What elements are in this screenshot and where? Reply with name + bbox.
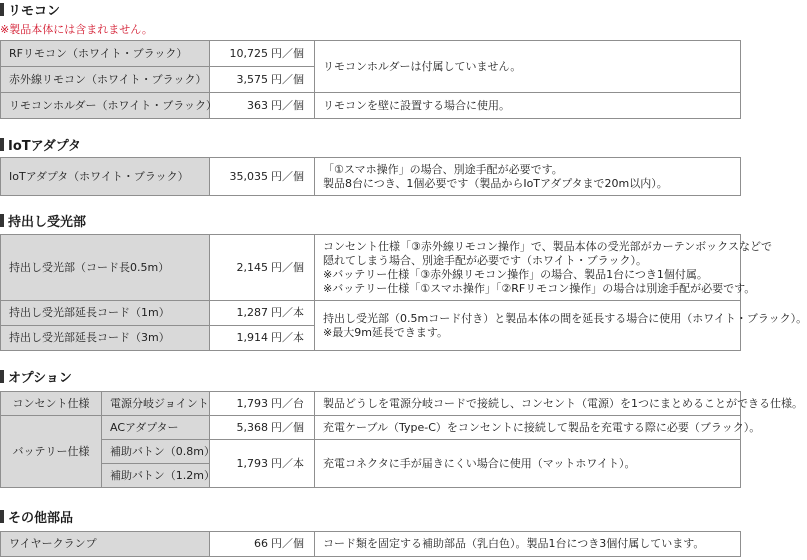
table-row [1,392,741,416]
product-description: 「①スマホ操作」の場合、別途手配が必要です。 製品8台につき、1個必要です（製品からIoTアダプタまで20m以内）。 [315,158,741,196]
product-name: 電源分岐ジョイント [102,392,210,416]
product-description: 充電ケーブル（Type-C）をコンセントに接続して製品を充電する際に必要（ブラック）。 [315,416,741,440]
table-row [1,235,741,301]
table-row [1,41,741,67]
section-marker [0,510,4,523]
table-row [1,301,741,326]
receiver-table [0,234,807,351]
section-title-option [0,368,72,384]
product-name: ACアダプター [102,416,210,440]
product-description: 充電コネクタに手が届きにくい場合に使用（マットホワイト）。 [315,440,741,488]
product-price: 5,368 円／個 [210,416,315,440]
option-category: バッテリー仕様 [1,416,102,488]
product-price: 363 円／個 [210,93,315,119]
section-marker [0,138,4,151]
product-price: 10,725 円／個 [210,41,315,67]
product-price: 66 円／個 [210,532,315,557]
product-price: 1,793 円／台 [210,392,315,416]
product-price: 35,035 円／個 [210,158,315,196]
section-title-text: その他部品 [8,510,74,526]
remote-table [0,40,741,119]
product-price: 2,145 円／個 [210,235,315,301]
product-name: 持出し受光部延長コード（1m） [1,301,210,326]
product-description: コンセント仕様「③赤外線リモコン操作」で、製品本体の受光部がカーテンボックスなどで 隠れてしまう場合、別途手配が必要です（ホワイト・ブラック）。 ※バッテリー仕様「③赤外線リモコン操作」の場合、製品1台につき1個付属。 ※バッテリー仕様「①スマホ操作」「②RFリモコン操作」の場合は別途手配が必要です。 [315,235,741,301]
product-name: 赤外線リモコン（ホワイト・ブラック） [1,67,210,93]
product-name: 補助バトン（1.2m） [102,464,210,488]
section-title-text: オプション [8,370,72,386]
other-table [0,531,741,557]
product-description: 持出し受光部（0.5mコード付き）と製品本体の間を延長する場合に使用（ホワイト・ブラック）。 ※最大9m延長できます。 [315,301,741,351]
section-title-iot [0,136,81,152]
product-name: IoTアダプタ（ホワイト・ブラック） [1,158,210,196]
product-name: リモコンホルダー（ホワイト・ブラック） [1,93,210,119]
product-name: ワイヤークランプ [1,532,210,557]
section-marker [0,3,4,16]
product-name: 補助バトン（0.8m） [102,440,210,464]
section-title-remote [0,1,60,17]
section-marker [0,214,4,227]
product-description: 製品どうしを電源分岐コードで接続し、コンセント（電源）を1つにまとめることができる仕様。 [315,392,741,416]
table-row [1,416,741,440]
section-title-text: IoTアダプタ [8,138,81,154]
option-table [0,391,803,488]
section-title-other [0,508,73,524]
product-name: 持出し受光部延長コード（3m） [1,326,210,351]
product-description: コード類を固定する補助部品（乳白色）。製品1台につき3個付属しています。 [315,532,741,557]
iot-table [0,157,741,196]
product-name: RFリモコン（ホワイト・ブラック） [1,41,210,67]
section-title-text: 持出し受光部 [8,214,87,230]
product-description: リモコンホルダーは付属していません。 [315,41,741,93]
section-title-text: リモコン [8,3,61,19]
not-included-note: ※製品本体には含まれません。 [0,23,153,36]
table-row [1,93,741,119]
product-price: 1,287 円／本 [210,301,315,326]
product-price: 1,793 円／本 [210,440,315,488]
product-description: リモコンを壁に設置する場合に使用。 [315,93,741,119]
table-row [1,158,741,196]
section-marker [0,370,4,383]
table-row [1,440,741,464]
product-price: 3,575 円／個 [210,67,315,93]
table-row [1,532,741,557]
product-name: 持出し受光部（コード長0.5m） [1,235,210,301]
option-category: コンセント仕様 [1,392,102,416]
product-price: 1,914 円／本 [210,326,315,351]
section-title-receiver [0,212,86,228]
